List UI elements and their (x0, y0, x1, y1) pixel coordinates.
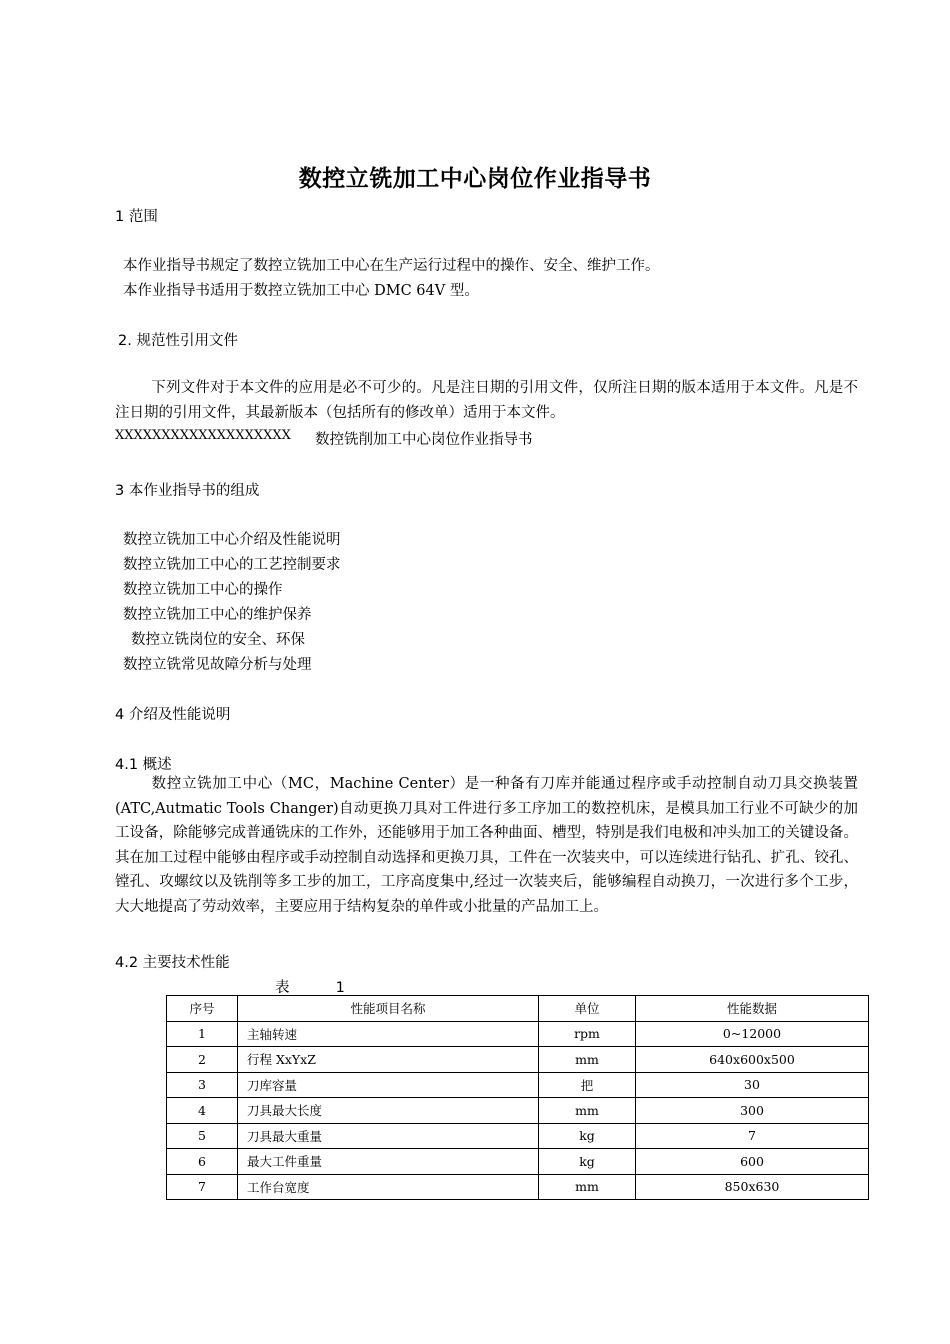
cell-index: 7 (167, 1174, 238, 1200)
table-row (167, 1047, 869, 1073)
cell-unit: kg (539, 1149, 636, 1175)
cell-value: 30 (636, 1072, 869, 1098)
cell-index: 6 (167, 1149, 238, 1175)
reference-name: 数控铣削加工中心岗位作业指导书 (315, 432, 533, 448)
cell-value: 850x630 (636, 1174, 869, 1200)
composition-item: 数控立铣岗位的安全、环保 (131, 632, 305, 648)
cell-item-name: 最大工件重量 (238, 1149, 539, 1175)
cell-unit: mm (539, 1098, 636, 1124)
header-index: 序号 (167, 996, 238, 1022)
cell-value: 600 (636, 1149, 869, 1175)
composition-item: 数控立铣加工中心的维护保养 (123, 607, 312, 623)
table-row (167, 1072, 869, 1098)
header-unit: 单位 (539, 996, 636, 1022)
table-row (167, 1149, 869, 1175)
reference-code: XXXXXXXXXXXXXXXXXXX (115, 428, 291, 443)
cell-index: 2 (167, 1047, 238, 1073)
scope-line-1: 本作业指导书规定了数控立铣加工中心在生产运行过程中的操作、安全、维护工作。 (123, 258, 660, 274)
cell-item-name: 刀库容量 (238, 1072, 539, 1098)
cell-index: 3 (167, 1072, 238, 1098)
section-4-2-heading: 4.2 主要技术性能 (115, 955, 230, 971)
section-4-heading: 4 介绍及性能说明 (115, 707, 231, 723)
section-3-heading: 3 本作业指导书的组成 (115, 483, 260, 499)
cell-item-name: 工作台宽度 (238, 1174, 539, 1200)
section-2-heading: 2. 规范性引用文件 (118, 333, 238, 349)
header-value: 性能数据 (636, 996, 869, 1022)
cell-unit: rpm (539, 1021, 636, 1047)
performance-table (166, 995, 869, 1200)
cell-item-name: 刀具最大重量 (238, 1123, 539, 1149)
cell-value: 300 (636, 1098, 869, 1124)
composition-item: 数控立铣常见故障分析与处理 (123, 657, 312, 673)
cell-item-name: 主轴转速 (238, 1021, 539, 1047)
composition-item: 数控立铣加工中心的操作 (123, 582, 283, 598)
cell-unit: kg (539, 1123, 636, 1149)
table-row (167, 1123, 869, 1149)
composition-item: 数控立铣加工中心的工艺控制要求 (123, 557, 341, 573)
composition-item: 数控立铣加工中心介绍及性能说明 (123, 532, 341, 548)
cell-item-name: 行程 XxYxZ (238, 1047, 539, 1073)
table-header-row (167, 996, 869, 1022)
document-title: 数控立铣加工中心岗位作业指导书 (298, 166, 652, 192)
cell-index: 1 (167, 1021, 238, 1047)
cell-value: 640x600x500 (636, 1047, 869, 1073)
table-row (167, 1021, 869, 1047)
scope-line-2: 本作业指导书适用于数控立铣加工中心 DMC 64V 型。 (123, 283, 479, 299)
cell-unit: 把 (539, 1072, 636, 1098)
section-1-heading: 1 范围 (115, 209, 158, 225)
section-4-1-heading: 4.1 概述 (115, 757, 172, 773)
cell-value: 7 (636, 1123, 869, 1149)
cell-index: 4 (167, 1098, 238, 1124)
cell-value: 0~12000 (636, 1021, 869, 1047)
normative-paragraph: 下列文件对于本文件的应用是必不可少的。凡是注日期的引用文件，仅所注日期的版本适用于本文件。凡是不注日期的引用文件，其最新版本（包括所有的修改单）适用于本文件。 (115, 380, 858, 421)
table-row (167, 1098, 869, 1124)
cell-index: 5 (167, 1123, 238, 1149)
cell-item-name: 刀具最大长度 (238, 1098, 539, 1124)
header-item-name: 性能项目名称 (238, 996, 539, 1022)
table-row (167, 1174, 869, 1200)
table-caption: 表 1 (275, 980, 345, 996)
overview-paragraph: 数控立铣加工中心（MC，Machine Center）是一种备有刀库并能通过程序或手动控制自动刀具交换装置(ATC,Autmatic Tools Changer)自动更换刀具对工件进行多工序加工的数控机床，是模具加工行业不可缺少的加工设备，除能够完成普通铣床的工作外，还能够用于加工各种曲面、槽型，特别是我们电极和冲头加工的关键设备。其在加工过程中能够由程序或手动控制自动选择和更换刀具，工件在一次装夹中，可以连续进行钻孔、扩孔、铰孔、镗孔、攻螺纹以及铣削等多工步的加工，工序高度集中,经过一次装夹后，能够编程自动换刀，一次进行多个工步，大大地提高了劳动效率，主要应用于结构复杂的单件或小批量的产品加工上。 (115, 776, 858, 915)
cell-unit: mm (539, 1174, 636, 1200)
cell-unit: mm (539, 1047, 636, 1073)
